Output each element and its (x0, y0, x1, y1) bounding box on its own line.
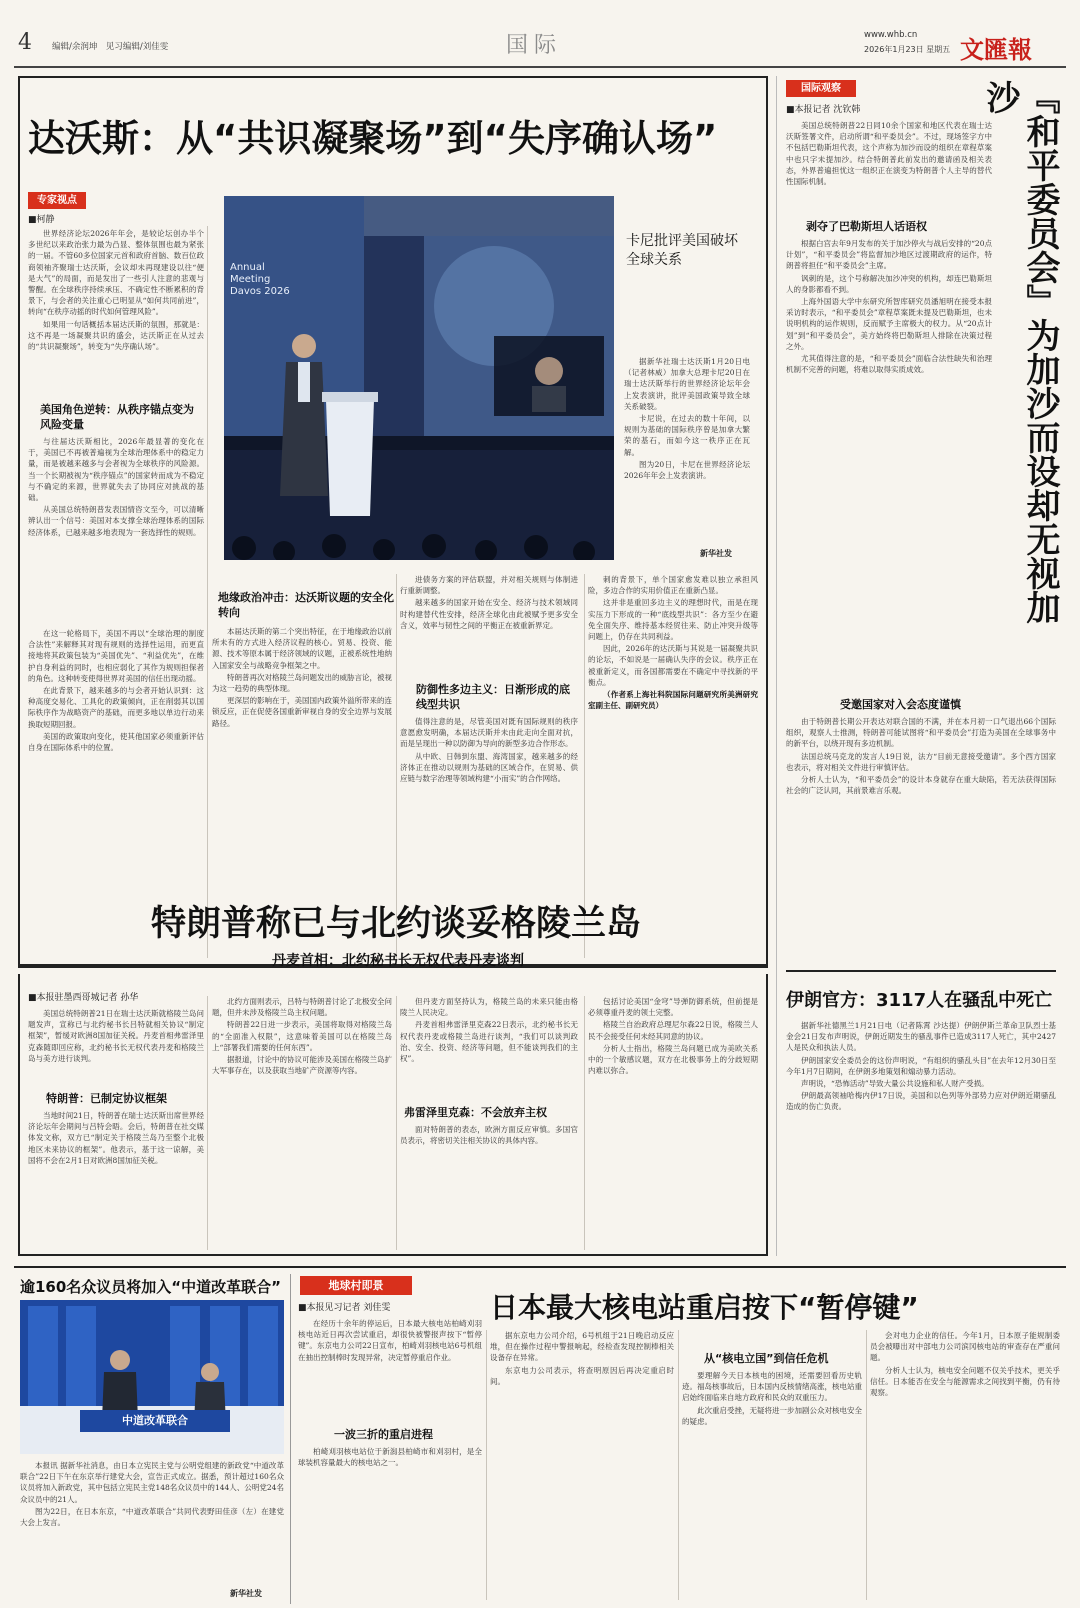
davos-subhead-3: 防御性多边主义：日渐形成的底线型共识 (416, 683, 570, 711)
davos-col1b (28, 436, 204, 624)
japan-party-headline: 逾160名众议员将加入“中道改革联合” (20, 1278, 282, 1296)
nuclear-subhead-2: 从“核电立国”到信任危机 (704, 1352, 829, 1365)
greenland-col1 (28, 1008, 204, 1074)
greenland-col3 (400, 996, 578, 1100)
greenland-col4 (588, 996, 758, 1250)
greenland-subhead-1: 特朗普：已制定协议框架 (46, 1092, 167, 1105)
paragraph: 此次重启受挫，无疑将进一步加剧公众对核电安全的疑虑。 (682, 1405, 862, 1426)
paragraph: 特朗普再次对格陵兰岛问题发出的威胁言论，被视为这一趋势的典型体现。 (212, 672, 392, 694)
paragraph: 美国总统特朗普21日在瑞士达沃斯就格陵兰岛问题发声，宣称已与北约秘书长吕特就相关协议“制定框架”，暂缓对欧洲8国加征关税。丹麦首相弗雷泽里克森随即回应称，北约秘书长无权代表丹麦和格陵兰岛与美方进行谈判。 (28, 1009, 204, 1063)
paragraph: 包括讨论美国“金穹”导弹防御系统，但前提是必须尊重丹麦的领土完整。 (588, 997, 758, 1018)
photo-caption (624, 356, 750, 544)
peace-byline: ■本报记者 沈钦韩 (786, 105, 861, 115)
paragraph: 值得注意的是，尽管美国对既有国际规则的秩序意愿愈发明确，本届达沃斯并未由此走向全面对抗，而是呈现出一种以防御为导向的新型多边合作形态。 (400, 717, 578, 749)
paragraph: 据报道，讨论中的协议可能涉及美国在格陵兰岛扩大军事存在，以及获取当地矿产资源等内容。 (212, 1055, 392, 1076)
davos-subhead-2: 地缘政治冲击：达沃斯议题的安全化转向 (218, 591, 394, 619)
davos-col3 (400, 574, 578, 674)
paragraph: 据东京电力公司介绍，6号机组于21日晚启动反应堆，但在操作过程中警报响起，经检查发现控制棒相关设备存在异常。 (490, 1331, 674, 1363)
expert-view-tag: 专家视点 (28, 192, 86, 209)
party-banner-text: 中道改革联合 (122, 1414, 188, 1427)
paragraph: 越来越多的国家开始在安全、经济与技术领域同时构建替代性安排，经济全球化由此被赋予更多安全含义，效率与韧性之间的平衡正在被重新界定。 (400, 598, 578, 630)
paragraph: 图为22日，在日本东京，“中道改革联合”共同代表野田佳彦（左）在建党大会上发言。 (20, 1506, 284, 1528)
intl-observe-tag: 国际观察 (786, 80, 856, 97)
paragraph: 面对特朗普的表态，欧洲方面反应审慎。多国官员表示，将密切关注相关协议的具体内容。 (400, 1125, 578, 1146)
paragraph: 东京电力公司表示，将查明原因后再决定重启时间。 (490, 1365, 674, 1386)
paragraph: 当地时间21日，特朗普在瑞士达沃斯出席世界经济论坛年会期间与吕特会晤。会后，特朗普在社交媒体发文称，双方已“制定关于格陵兰岛乃至整个北极地区未来协议的框架”。他表示，基于这一谅解，美国将不会在2月1日对欧洲8国加征关税。 (28, 1111, 204, 1165)
davos-author: ■柯静 (28, 215, 55, 225)
paragraph: 伊朗最高领袖哈梅内伊17日说，美国和以色列等外部势力应对伊朗近期骚乱造成的伤亡负责。 (786, 1091, 1056, 1112)
paragraph: 会对电力企业的信任。今年1月，日本原子能规制委员会被曝出对中部电力公司滨冈核电站的审查存在严重问题。 (870, 1331, 1060, 1363)
page-number: 4 (18, 30, 32, 55)
japan-party-credit: 新华社发 (230, 1589, 262, 1598)
paragraph: 因此，2026年的达沃斯与其说是一届凝聚共识的论坛，不如说是一届确认失序的会议。秩序正在被重新定义，而各国都需要在不确定中寻找新的平衡点。 (588, 644, 758, 687)
site-url: www.whb.cn (864, 30, 918, 40)
paragraph: 声明说，“恐怖活动”导致大量公共设施和私人财产受损。 (801, 1079, 989, 1089)
stage-sign-text: Annual Meeting Davos 2026 (230, 262, 290, 297)
paragraph: 在这一轮格局下，美国不再以“全球治理的制度合法性”来解释其对现有规则的选择性运用，而更直接地将其政策包装为“美国优先”、“利益优先”，在维护自身利益的同时，也相应弱化了其作为规则担保者的角色。这种转变使得世界对美国的信任出现动摇。 (28, 629, 204, 683)
paragraph: 尤其值得注意的是，“和平委员会”面临合法性缺失和治理机制不完善的问题，将难以取得实质成效。 (786, 354, 992, 375)
paragraph: 本报讯 据新华社消息，由日本立宪民主党与公明党组建的新政党“中道改革联合”22日下午在东京举行建党大会，宣告正式成立。据悉，预计超过160名众议员将加入新政党，其中包括立宪民主党148名众议员中的144人、公明党24名众议员中的21人。 (20, 1461, 284, 1504)
paragraph: 伊朗国家安全委员会的这份声明说，“有组织的骚乱头目”在去年12月30日至今年1月7日期间，在伊朗多地策划和煽动暴力活动。 (786, 1055, 1056, 1076)
paragraph: 世界经济论坛2026年年会，是较论坛创办半个多世纪以来政治张力最为凸显、整体氛围也最为紧张的一届。不管60多位国家元首和政府首脑、数百位政商领袖齐聚瑞士达沃斯，会议却未再现建设以往“便是大气”的局面，而是发出了一些引人注意的悲观与警醒。在全球秩序持续承压、不确定性不断累积的背景下，与会者的关注重心已明显从“如何共同前进”，转向“在秩序动摇的时代如何管理风险”。 (28, 229, 204, 317)
paragraph: 丹麦首相弗雷泽里克森22日表示，北约秘书长无权代表丹麦或格陵兰岛进行谈判，“我们可以谈判政治、安全、投资、经济等问题，但不能谈判我们的主权”。 (400, 1020, 578, 1064)
nuclear-col3 (682, 1370, 862, 1600)
peace-subhead-2: 受邀国家对入会态度谨慎 (840, 698, 961, 711)
paragraph: 刺的背景下，单个国家愈发难以独立承担风险，多边合作的实用价值正在重新凸显。 (588, 575, 758, 596)
party-stage-illustration (20, 1300, 284, 1454)
greenland-subhead: 丹麦首相：北约秘书长无权代表丹麦谈判 (272, 953, 524, 969)
masthead (14, 28, 1066, 62)
greenland-headline: 特朗普称已与北约谈妥格陵兰岛 (150, 904, 641, 944)
davos-photo (224, 196, 614, 560)
nuclear-subhead-1: 一波三折的重启进程 (334, 1428, 433, 1441)
peace-subhead-1: 剥夺了巴勒斯坦人话语权 (806, 220, 927, 233)
paragraph: 在此背景下，越来越多的与会者开始认识到：这种高度交易化、工具化的政策倾向，正在削弱其以国际秩序作为战略资产的基础，而更多地以单边行动来换取短期回报。 (28, 686, 204, 729)
davos-subhead-1: 美国角色逆转：从秩序锚点变为风险变量 (40, 403, 194, 431)
peace-body-1b (786, 592, 1056, 668)
greenland-subhead-2: 弗雷泽里克森：不会放弃主权 (404, 1106, 547, 1119)
japan-party-body (20, 1460, 284, 1588)
paragraph: 卡尼说，在过去的数十年间，以规则为基础的国际秩序曾是加拿大繁荣的基石，而如今这一秩序正在瓦解。 (624, 414, 750, 457)
davos-stage-illustration (224, 196, 614, 560)
paragraph: 要理解今天日本核电的困境，还需要回看历史轨迹。福岛核事故后，日本国内反核情绪高涨，核电站重启始终面临来自地方政府和民众的双重压力。 (682, 1371, 862, 1403)
paragraph: 更深层的影响在于，美国国内政策外溢所带来的连锁反应，正在促使各国重新审视自身的安全边界与发展路径。 (212, 696, 392, 728)
iran-headline: 伊朗官方：3117人在骚乱中死亡 (786, 990, 1053, 1011)
japan-party-photo (20, 1300, 284, 1454)
nuclear-headline: 日本最大核电站重启按下“暂停键” (490, 1291, 919, 1324)
paragraph: 在经历十余年的停运后，日本最大核电站柏崎刈羽核电站近日再次尝试重启，却很快被警报声按下“暂停键”。东京电力公司22日宣布，柏崎刈羽核电站6号机组在抽出控制棒时发现异常，决定暂停重启作业。 (298, 1319, 482, 1362)
paragraph: 美国总统特朗普22日同10余个国家和地区代表在瑞士达沃斯签署文件，启动所谓“和平委员会”。不过，现场签字方中不包括巴勒斯坦代表，这个声称为加沙而设的组织在章程草案中也只字未提加沙。结合特朗普此前发出的邀请函及相关表态，外界普遍担忧这一组织正在演变为特朗普个人主导的替代性国际机制。 (786, 121, 992, 187)
paragraph: 上海外国语大学中东研究所智库研究员潘旭明在接受本报采访时表示，“和平委员会”章程草案既未提及巴勒斯坦，也未说明机构的运作规则，反而赋予主席极大的权力。从“20点计划”到“和平委员会”，美方始终将巴勒斯坦人排除在决策过程之外。 (786, 297, 992, 351)
greenland-col1b (28, 1110, 204, 1250)
greenland-col3b (400, 1124, 578, 1250)
nuclear-col4 (870, 1330, 1060, 1600)
paragraph: 由于特朗普长期公开表达对联合国的不满，并在本月初一口气退出66个国际组织，观察人士推测，特朗普可能试图将“和平委员会”打造为美国在全球事务中的新平台，以绕开现有多边机制。 (786, 717, 1056, 749)
paragraph: 讽刺的是，这个号称解决加沙冲突的机构，却连巴勒斯坦人的身影都看不到。 (786, 273, 992, 294)
section-name: 国际 (506, 33, 563, 58)
nuclear-col2 (490, 1330, 674, 1600)
editor-credit: 编辑/余润坤 见习编辑/刘佳雯 (52, 42, 169, 52)
davos-headline: 达沃斯：从“共识凝聚场”到“失序确认场” (28, 117, 718, 160)
paragraph: 北约方面则表示，吕特与特朗普讨论了北极安全问题，但并未涉及格陵兰岛主权问题。 (212, 997, 392, 1018)
paragraph: 与往届达沃斯相比，2026年最显著的变化在于，美国已不再被普遍视为全球治理体系中的稳定力量，而是被越来越多与会者视为全球秩序的风险源。当一个长期被视为“秩序锚点”的国家转而成为不稳定与不确定的来源，世界就失去了协同应对挑战的基础。 (28, 437, 204, 503)
paragraph: 分析人士认为，“和平委员会”的设计本身就存在重大缺陷，若无法获得国际社会的广泛认同，其前景难言乐观。 (786, 775, 1056, 796)
paragraph: 图为20日，卡尼在世界经济论坛2026年年会上发表演讲。 (624, 459, 750, 481)
paragraph: 本届达沃斯的第二个突出特征，在于地缘政治以前所未有的方式进入经济议程的核心。贸易、投资、能源、技术等原本属于经济领域的议题，正被系统性地纳入国家安全与战略竞争框架之中。 (212, 627, 392, 670)
photo-credit: 新华社发 (700, 549, 732, 558)
paragraph: 根据白宫去年9月发布的关于加沙停火与战后安排的“20点计划”，“和平委员会”将监督加沙地区过渡期政府的运作，特朗普将担任“和平委员会”主席。 (786, 239, 992, 271)
paragraph: 特朗普22日进一步表示，美国将取得对格陵兰岛的“全面准入权限”，这意味着美国可以在格陵兰岛上“部署我们需要的任何东西”。 (212, 1020, 392, 1052)
paragraph: 进债务方案的评估联盟，并对相关规则与体制进行重新调整。 (400, 575, 578, 596)
iran-body (786, 1020, 1056, 1256)
nuclear-col1b (298, 1446, 482, 1600)
nuclear-col1 (298, 1318, 482, 1422)
paragraph: 这并非是重回多边主义的理想时代，而是在现实压力下形成的一种“底线型共识”：各方至少在避免全面失序、维持基本经贸往来、防止冲突升级等问题上，仍存在共同利益。 (588, 598, 758, 642)
paragraph: 法国总统马克龙的发言人19日说，法方“目前无意接受邀请”。多个西方国家也表示，将对相关文件进行审慎评估。 (786, 751, 1056, 772)
paragraph: 美国的政策取向变化，使其他国家必须重新评估自身在国际体系中的位置。 (28, 731, 204, 753)
nuclear-byline: ■本报见习记者 刘佳雯 (298, 1303, 391, 1313)
issue-date: 2026年1月23日 星期五 (864, 45, 951, 54)
paragraph: 柏崎刈羽核电站位于新潟县柏崎市和刈羽村，是全球装机容量最大的核电站之一。 (298, 1447, 482, 1468)
newspaper-logo: 文匯報 (960, 35, 1032, 64)
photo-caption-title: 卡尼批评美国破坏全球关系 (626, 233, 738, 268)
peace-body-2 (786, 716, 1056, 964)
paragraph: 格陵兰自治政府总理尼尔森22日说，格陵兰人民不会接受任何未经其同意的协议。 (588, 1020, 758, 1041)
paragraph: 分析人士认为，核电安全问题不仅关乎技术，更关乎信任。日本能否在安全与能源需求之间找到平衡，仍有待观察。 (870, 1365, 1060, 1398)
paragraph: 但丹麦方面坚持认为，格陵兰岛的未来只能由格陵兰人民决定。 (400, 997, 578, 1018)
paragraph: 分析人士指出，格陵兰岛问题已成为美欧关系中的一个敏感议题，双方在北极事务上的分歧短期内难以弥合。 (588, 1043, 758, 1076)
davos-col1 (28, 228, 204, 396)
paragraph: 如果用一句话概括本届达沃斯的氛围，那就是：这不再是一场凝聚共识的盛会，达沃斯正在从过去的“共识凝聚场”，转变为“失序确认场”。 (28, 319, 204, 352)
paragraph: 据新华社瑞士达沃斯1月20日电（记者林威）加拿大总理卡尼20日在瑞士达沃斯举行的世界经济论坛年会上发表演讲，批评美国政策导致全球关系破裂。 (624, 357, 750, 411)
paragraph: 据新华社德黑兰1月21日电（记者陈霄 沙达提）伊朗伊斯兰革命卫队烈士基金会21日发布声明说，伊朗近期发生的骚乱事件已造成3117人死亡，其中2427人是民众和执法人员。 (786, 1021, 1056, 1053)
greenland-col2 (212, 996, 392, 1250)
peace-vertical-headline: 『和平委员会』为加沙而设却无视加沙 (980, 80, 1060, 624)
global-village-tag: 地球村即景 (300, 1276, 412, 1295)
peace-intro (786, 120, 992, 212)
greenland-byline: ■本报驻墨西哥城记者 孙华 (28, 993, 139, 1003)
paragraph: 从美国总统特朗普发表国情咨文至今，可以清晰辨认出一个信号：美国对本支撑全球治理体系的国际经济体系，已越来越多地表现为一套选择性的规则。 (28, 505, 204, 537)
paragraph: 从中欧、日韩到东盟、海湾国家，越来越多的经济体正在推动以规则为基础的区域合作，在贸易、供应链与数字治理等领域构建“小而实”的合作网络。 (400, 751, 578, 784)
author-note: （作者系上海社科院国际问题研究所美洲研究室副主任、副研究员） (588, 690, 758, 711)
